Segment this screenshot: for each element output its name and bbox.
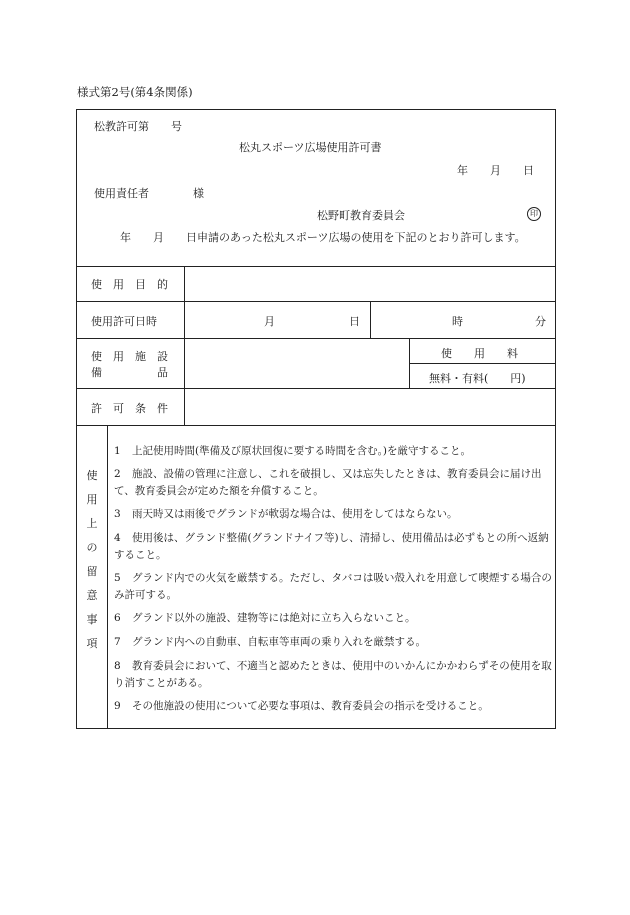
note-item: 9 その他施設の使用について必要な事項は、教育委員会の指示を受けること。 xyxy=(114,700,489,712)
note-item: 6 グランド以外の施設、建物等には絶対に立ち入らないこと。 xyxy=(114,612,416,624)
form-id: 様式第2号(第4条関係) xyxy=(77,85,193,99)
datetime-month: 月 xyxy=(264,315,275,328)
note-item: 1 上記使用時間(準備及び原状回復に要する時間を含む。)を厳守すること。 xyxy=(114,445,471,457)
datetime-minute: 分 xyxy=(535,315,546,328)
form-title: 松丸スポーツ広場使用許可書 xyxy=(239,141,382,154)
note-item: 2 施設、設備の管理に注意し、これを破損し、又は忘失したときは、教育委員会に届け出て、教育委員会が定めた額を弁償すること。 xyxy=(114,468,542,497)
facility-label: 使 用 施 設 xyxy=(91,350,168,363)
issuer-name: 松野町教育委員会 xyxy=(317,209,405,222)
conditions-label: 許 可 条 件 xyxy=(91,402,168,415)
purpose-field xyxy=(187,270,553,298)
note-item: 7 グランド内への自動車、自転車等車両の乗り入れを厳禁する。 xyxy=(114,636,426,648)
note-item: 4 使用後は、グランド整備(グランドナイフ等)し、清掃し、使用備品は必ずもとの所へ返納すること。 xyxy=(114,532,549,561)
notes-label-char: 用 xyxy=(86,493,98,506)
seal-mark xyxy=(527,206,541,221)
notes-label-char: 留 xyxy=(86,565,98,578)
responsible-person: 使用責任者 様 xyxy=(94,187,204,200)
notes-label-char: 意 xyxy=(86,589,98,602)
datetime-hour: 時 xyxy=(452,315,463,328)
fee-options: 無料・有料( 円) xyxy=(429,372,526,385)
purpose-label: 使 用 目 的 xyxy=(91,278,168,291)
note-item: 3 雨天時又は雨後でグランドが軟弱な場合は、使用をしてはならない。 xyxy=(114,508,458,520)
notes-label-char: 上 xyxy=(86,517,98,530)
datetime-day: 日 xyxy=(349,315,360,328)
notes-label-char: 項 xyxy=(86,637,98,650)
permit-statement: 年 月 日申請のあった松丸スポーツ広場の使用を下記のとおり許可します。 xyxy=(120,231,526,244)
datetime-label: 使用許可日時 xyxy=(91,315,157,328)
permit-number: 松教許可第 号 xyxy=(94,120,182,133)
issue-date: 年 月 日 xyxy=(457,164,534,177)
notes-label-char: 使 xyxy=(86,469,98,482)
equipment-label: 備 品 xyxy=(91,366,168,379)
fee-label: 使 用 料 xyxy=(441,347,518,360)
notes-label-char: 事 xyxy=(86,613,98,626)
permit-form xyxy=(76,109,556,729)
note-item: 5 グランド内での火気を厳禁する。ただし、タバコは吸い殻入れを用意して喫煙する場合のみ許可する。 xyxy=(114,572,552,601)
seal-icon: 印 xyxy=(527,207,541,221)
notes-label-char: の xyxy=(86,541,98,554)
note-item: 8 教育委員会において、不適当と認めたときは、使用中のいかんにかかわらずその使用を取り消すことがある。 xyxy=(114,660,552,689)
